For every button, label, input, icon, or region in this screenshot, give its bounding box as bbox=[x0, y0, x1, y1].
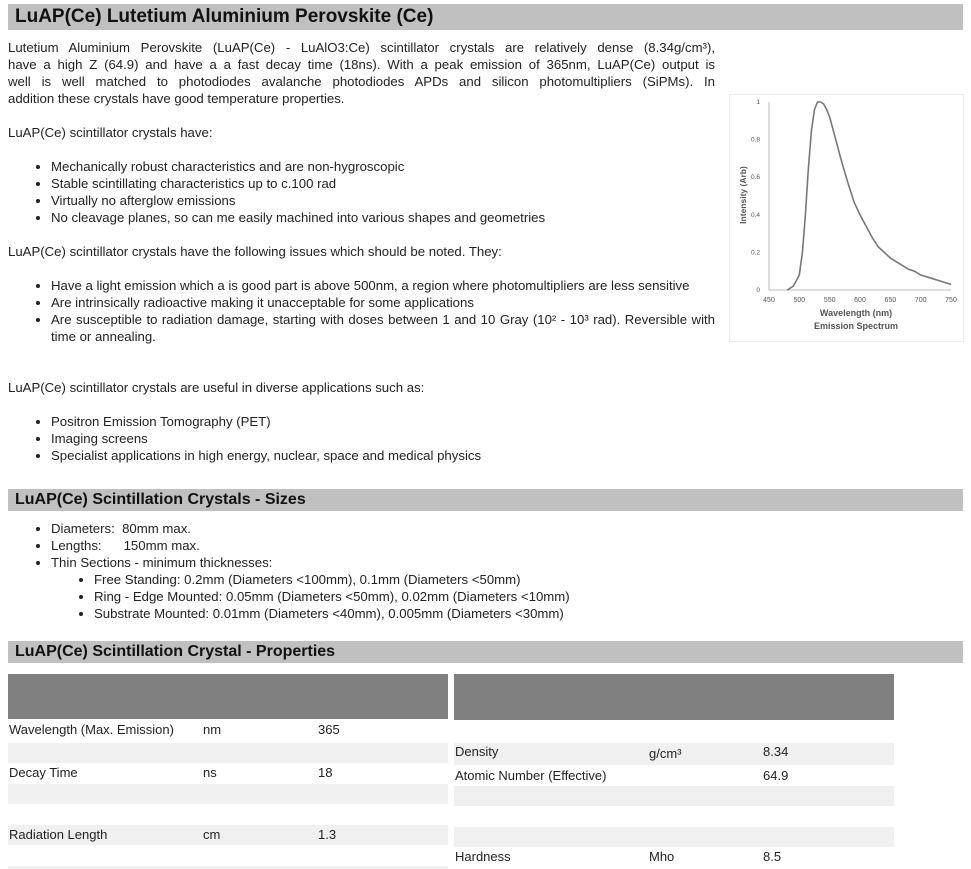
list-item: • Ring - Edge Mounted: 0.05mm (Diameters <50mm), 0.02mm (Diameters <10mm) bbox=[94, 588, 751, 605]
chart-ylabel: Intensity (Arb) bbox=[738, 166, 748, 224]
y-tick-label: 0.8 bbox=[750, 136, 760, 144]
list-item: • Imaging screens bbox=[51, 430, 741, 447]
list-item: • Stable scintillating characteristics up to c.100 rad bbox=[51, 175, 741, 192]
property-name: Wavelength (Max. Emission) bbox=[9, 722, 174, 737]
property-name: Atomic Number (Effective) bbox=[455, 768, 607, 783]
property-name: Density bbox=[455, 744, 499, 759]
property-value: 64.9 bbox=[763, 768, 789, 783]
x-tick-label: 450 bbox=[763, 297, 775, 304]
list-item-label: Thin Sections - minimum thicknesses: bbox=[51, 555, 273, 570]
thin-sections-list bbox=[51, 571, 751, 622]
table-row-stripe bbox=[454, 827, 894, 847]
chart-title: Emission Spectrum bbox=[813, 321, 899, 331]
property-value: 1.3 bbox=[318, 827, 337, 842]
x-tick-label: 650 bbox=[884, 297, 897, 304]
x-tick-label: 750 bbox=[945, 297, 957, 304]
apps-intro: LuAP(Ce) scintillator crystals are useful in diverse applications such as: bbox=[8, 380, 425, 395]
intro-line: have a high Z (64.9) and have a a fast decay time (18ns). With a peak emission of 365nm, LuAP(Ce) output is bbox=[8, 57, 715, 72]
property-value: 365 bbox=[318, 722, 340, 737]
property-unit: ns bbox=[203, 765, 217, 780]
intro-line: well is well matched to photodiodes avalanche photodiodes APDs and silicon photomultipliers (SiPMs). In bbox=[8, 74, 715, 89]
property-unit: nm bbox=[203, 722, 222, 737]
series-line bbox=[787, 102, 951, 290]
sizes-heading: LuAP(Ce) Scintillation Crystals - Sizes bbox=[8, 489, 963, 511]
list-item: • Are intrinsically radioactive making it unacceptable for some applications bbox=[51, 294, 715, 311]
property-unit: cm bbox=[203, 827, 221, 842]
list-item: • Are susceptible to radiation damage, starting with doses between 1 and 10 Gray (10² - 10³ rad). Reversible with time or annealing. bbox=[51, 311, 715, 345]
property-value: 8.5 bbox=[763, 849, 782, 864]
intro-line: Lutetium Aluminium Perovskite (LuAP(Ce) - LuAlO3:Ce) scintillator crystals are relatively dense (8.34g/cm³), bbox=[8, 40, 715, 55]
table-row-stripe bbox=[8, 784, 448, 804]
issues-list bbox=[8, 277, 715, 345]
y-tick-label: 0.2 bbox=[750, 249, 760, 257]
x-tick-label: 550 bbox=[823, 297, 836, 304]
chart-xlabel: Wavelength (nm) bbox=[819, 308, 893, 318]
list-item: • Have a light emission which a is good part is above 500nm, a region where photomultipliers are less sensitive bbox=[51, 277, 715, 294]
have-list bbox=[8, 158, 741, 226]
list-item: • No cleavage planes, so can me easily machined into various shapes and geometries bbox=[51, 209, 741, 226]
intro-line: addition these crystals have good temperature properties. bbox=[8, 91, 345, 106]
properties-table-right bbox=[454, 674, 894, 869]
y-tick-label: 0.6 bbox=[750, 174, 760, 182]
list-item: • Diameters: 80mm max. bbox=[51, 520, 751, 537]
list-item: • Free Standing: 0.2mm (Diameters <100mm), 0.1mm (Diameters <50mm) bbox=[94, 571, 751, 588]
list-item: • Positron Emission Tomography (PET) bbox=[51, 413, 741, 430]
x-tick-label: 600 bbox=[854, 297, 866, 304]
y-tick-label: 0.4 bbox=[750, 211, 760, 219]
x-tick-label: 700 bbox=[914, 297, 927, 304]
list-item: • Lengths: 150mm max. bbox=[51, 537, 751, 554]
property-value: 18 bbox=[318, 765, 333, 780]
properties-heading: LuAP(Ce) Scintillation Crystal - Properties bbox=[8, 641, 963, 663]
list-item: • Substrate Mounted: 0.01mm (Diameters <40mm), 0.005mm (Diameters <30mm) bbox=[94, 605, 751, 622]
y-tick-label: 1 bbox=[756, 99, 760, 106]
property-unit: g/cm³ bbox=[649, 746, 682, 761]
properties-table-left bbox=[8, 674, 448, 869]
list-item bbox=[51, 554, 751, 622]
have-intro: LuAP(Ce) scintillator crystals have: bbox=[8, 125, 213, 140]
intro-paragraph bbox=[8, 39, 715, 107]
list-item: • Virtually no afterglow emissions bbox=[51, 192, 741, 209]
apps-list bbox=[8, 413, 741, 464]
page-title: LuAP(Ce) Lutetium Aluminium Perovskite (Ce) bbox=[8, 4, 963, 30]
property-name: Decay Time bbox=[9, 765, 78, 780]
list-item: • Specialist applications in high energy, nuclear, space and medical physics bbox=[51, 447, 741, 464]
emission-spectrum-chart bbox=[729, 94, 964, 342]
property-value: 8.34 bbox=[763, 744, 789, 759]
property-name: Hardness bbox=[455, 849, 511, 864]
x-tick-label: 500 bbox=[793, 297, 806, 304]
issues-intro: LuAP(Ce) scintillator crystals have the following issues which should be noted. They: bbox=[8, 244, 502, 259]
table-row-stripe bbox=[454, 786, 894, 806]
chart-canvas bbox=[730, 95, 963, 341]
property-name: Radiation Length bbox=[9, 827, 108, 842]
y-tick-label: 0 bbox=[756, 287, 760, 294]
sizes-list bbox=[8, 520, 751, 622]
table-header bbox=[8, 674, 448, 719]
list-item: • Mechanically robust characteristics and are non-hygroscopic bbox=[51, 158, 741, 175]
property-unit: Mho bbox=[649, 849, 675, 864]
table-header bbox=[454, 674, 894, 720]
table-row-stripe bbox=[8, 743, 448, 763]
